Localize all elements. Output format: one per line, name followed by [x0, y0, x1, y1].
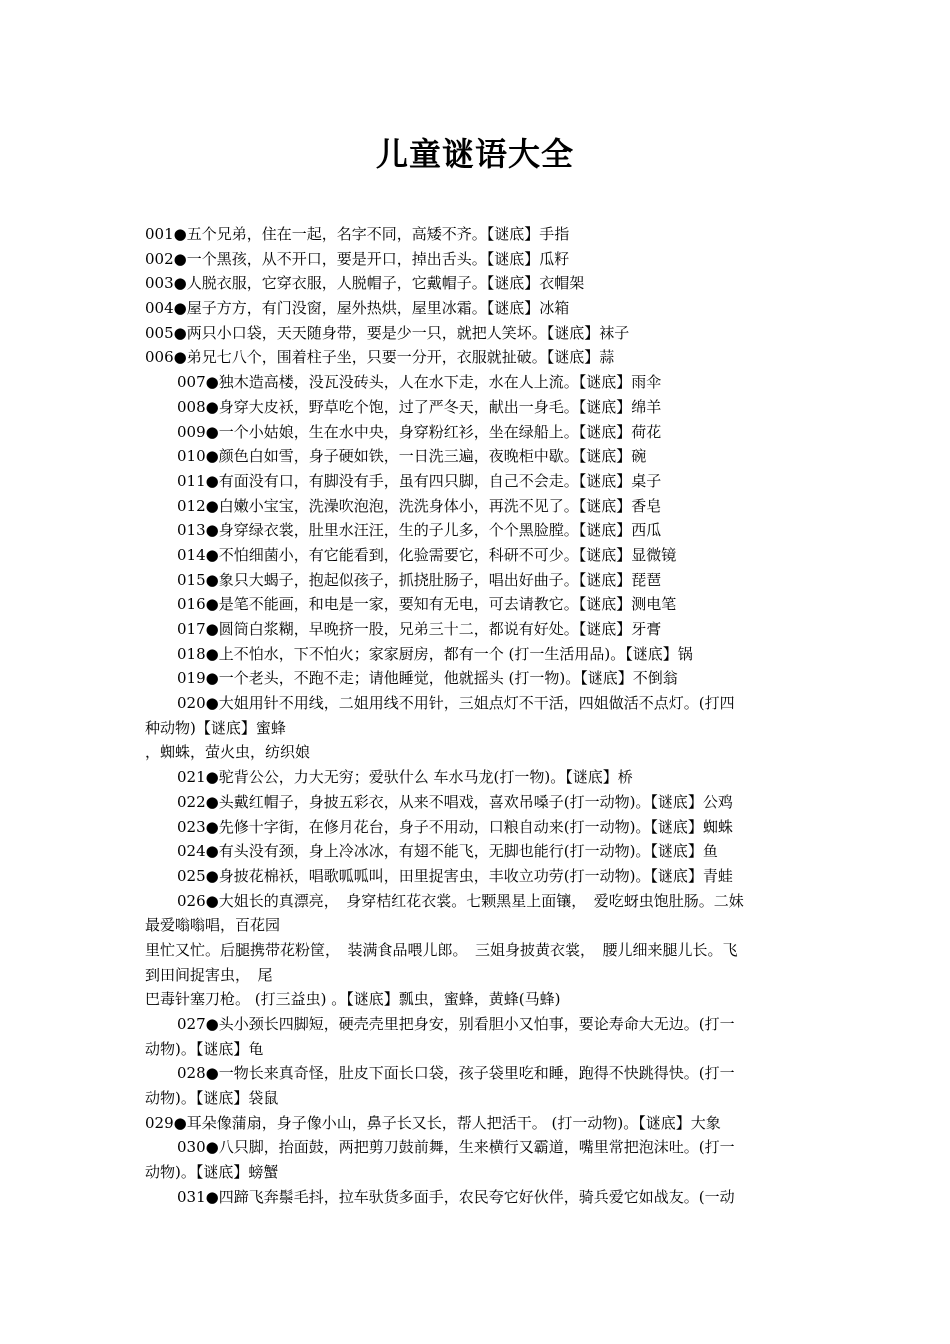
text-line: 021●驼背公公，力大无穷；爱驮什么 车水马龙(打一物)。【谜底】桥 — [177, 768, 633, 787]
text-line: 020●大姐用针不用线，二姐用线不用针，三姐点灯不干活，四姐做活不点灯。(打四 — [177, 694, 735, 713]
text-line: 028●一物长来真奇怪，肚皮下面长口袋，孩子袋里吃和睡，跑得不快跳得快。(打一 — [177, 1064, 735, 1083]
text-line: 011●有面没有口，有脚没有手，虽有四只脚，自己不会走。【谜底】桌子 — [177, 471, 662, 490]
text-line: 动物)。【谜底】袋鼠 — [145, 1089, 279, 1108]
text-line: 006●弟兄七八个，围着柱子坐，只要一分开，衣服就扯破。【谜底】蒜 — [145, 348, 615, 367]
text-line: 016●是笔不能画，和电是一家，要知有无电，可去请教它。【谜底】测电笔 — [177, 595, 677, 614]
text-line: 031●四蹄飞奔鬃毛抖，拉车驮货多面手，农民夸它好伙伴，骑兵爱它如战友。(一动 — [177, 1187, 735, 1206]
text-line: 015●象只大蝎子，抱起似孩子，抓挠肚肠子，唱出好曲子。【谜底】琵琶 — [177, 570, 662, 589]
text-line: 004●屋子方方，有门没窗，屋外热烘，屋里冰霜。【谜底】冰箱 — [145, 299, 570, 318]
text-line: 019●一个老头，不跑不走；请他睡觉，他就摇头 (打一物)。【谜底】不倒翁 — [177, 669, 678, 688]
text-line: 008●身穿大皮袄，野草吃个饱，过了严冬天，献出一身毛。【谜底】绵羊 — [177, 397, 662, 416]
document-title: 儿童谜语大全 — [375, 135, 574, 173]
text-line: 动物)。【谜底】螃蟹 — [145, 1163, 279, 1182]
text-line: 029●耳朵像蒲扇，身子像小山，鼻子长又长，帮人把活干。 (打一动物)。【谜底】大象 — [145, 1113, 721, 1132]
text-line: 014●不怕细菌小，有它能看到，化验需要它，科研不可少。【谜底】显微镜 — [177, 545, 677, 564]
text-line: 007●独木造高楼，没瓦没砖头，人在水下走，水在人上流。【谜底】雨伞 — [177, 373, 662, 392]
text-line: 002●一个黑孩，从不开口，要是开口，掉出舌头。【谜底】瓜籽 — [145, 249, 570, 268]
text-line: 001●五个兄弟，住在一起，名字不同，高矮不齐。【谜底】手指 — [145, 225, 570, 243]
text-line: 023●先修十字街，在修月花台，身子不用动，口粮自动来(打一动物)。【谜底】蜘蛛 — [177, 817, 733, 836]
text-line: 动物)。【谜底】龟 — [145, 1039, 264, 1058]
text-line: 024●有头没有颈，身上冷冰冰，有翅不能飞，无脚也能行(打一动物)。【谜底】鱼 — [177, 842, 718, 861]
text-line: 005●两只小口袋，天天随身带，要是少一只，就把人笑坏。【谜底】袜子 — [145, 323, 630, 342]
text-line: 012●白嫩小宝宝，洗澡吹泡泡，洗洗身体小，再洗不见了。【谜底】香皂 — [177, 496, 662, 515]
document-body — [145, 222, 810, 1210]
text-line: 种动物)【谜底】蜜蜂 — [145, 718, 286, 737]
text-line: 017●圆筒白浆糊，早晚挤一股，兄弟三十二，都说有好处。【谜底】牙膏 — [177, 620, 662, 638]
text-line: 030●八只脚，抬面鼓，两把剪刀鼓前舞，生来横行又霸道，嘴里常把泡沫吐。(打一 — [177, 1138, 735, 1157]
text-line: 009●一个小姑娘，生在水中央，身穿粉红衫，坐在绿船上。【谜底】荷花 — [177, 422, 662, 441]
text-line: 027●头小颈长四脚短，硬壳壳里把身安，别看胆小又怕事，要论寿命大无边。(打一 — [177, 1015, 735, 1033]
text-line: 026●大姐长的真漂亮， 身穿桔红花衣裳。七颗黑星上面镶， 爱吃蚜虫饱肚肠。二妹 — [177, 891, 744, 910]
text-line: 到田间捉害虫， 尾 — [145, 965, 273, 984]
text-line: 巴毒针塞刀枪。 (打三益虫) 。【谜底】瓢虫，蜜蜂，黄蜂(马蜂) — [145, 990, 561, 1009]
text-line: 003●人脱衣服，它穿衣服，人脱帽子，它戴帽子。【谜底】衣帽架 — [145, 274, 585, 293]
text-line: ，蜘蛛，萤火虫，纺织娘 — [145, 743, 311, 762]
text-line: 025●身披花棉袄，唱歌呱呱叫，田里捉害虫，丰收立功劳(打一动物)。【谜底】青蛙 — [177, 866, 733, 885]
text-line: 013●身穿绿衣裳，肚里水汪汪，生的子儿多，个个黑脸膛。【谜底】西瓜 — [177, 521, 662, 540]
text-line: 最爱嗡嗡唱，百花园 — [145, 916, 281, 935]
text-line: 里忙又忙。后腿携带花粉筐， 装满食品喂儿郎。 三姐身披黄衣裳， 腰儿细来腿儿长。飞 — [145, 940, 738, 959]
text-line: 010●颜色白如雪，身子硬如铁，一日洗三遍，夜晚柜中歇。【谜底】碗 — [177, 447, 647, 466]
text-line: 018●上不怕水，下不怕火；家家厨房，都有一个 (打一生活用品)。【谜底】锅 — [177, 644, 693, 663]
text-line: 022●头戴红帽子，身披五彩衣，从来不唱戏，喜欢吊嗓子(打一动物)。【谜底】公鸡 — [177, 792, 733, 811]
